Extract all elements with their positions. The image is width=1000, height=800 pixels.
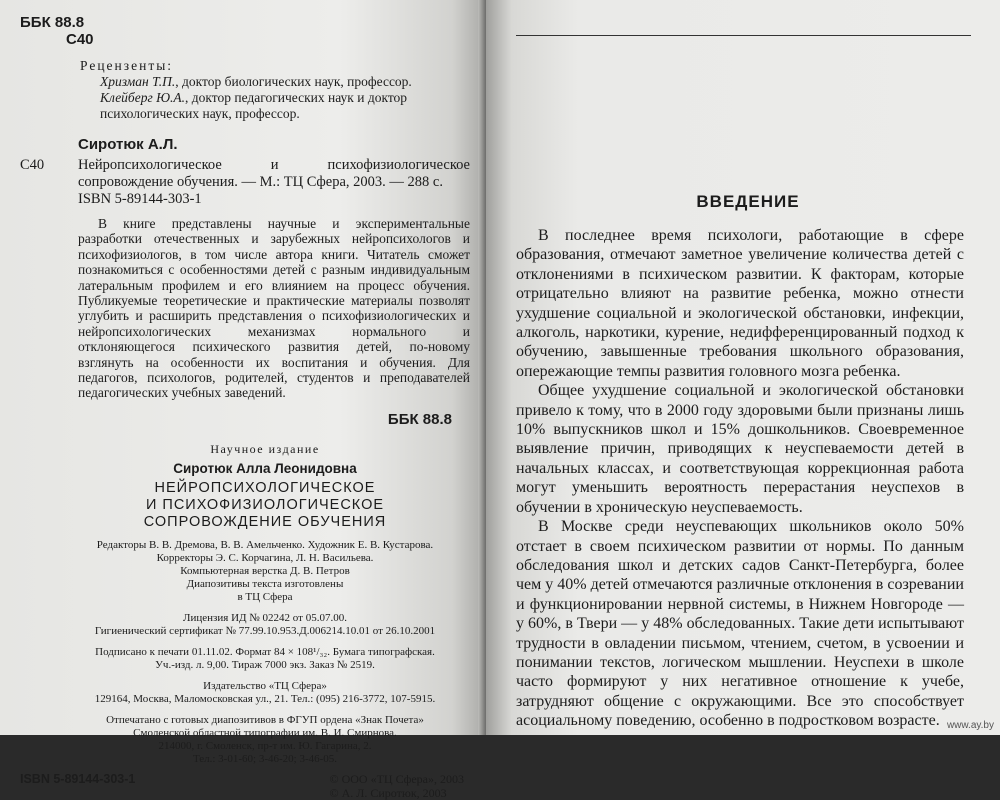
publisher-address: 129164, Москва, Маломосковская ул., 21. Тел.: (095) 216-3772, 107-5915.: [94, 692, 436, 705]
imprint-block: [20, 442, 470, 766]
bbk-code: ББК 88.8: [20, 14, 85, 31]
copyright-line: © ООО «ТЦ Сфера», 2003: [329, 771, 464, 786]
license-line: Лицензия ИД № 02242 от 05.07.00.: [183, 611, 347, 624]
paragraph: В Москве среди неуспевающих школьников около 50% отстает в своем психическом развитии от нормы. По данным обследования школ и детских садов Санкт-Петербурга, более чем у 40% детей отмечаются различные отклонения в созревании и функционировании нервной системы, в Нижнем Новгороде — у 60%, в Твери — у 48% обследованных. Такие дети испытывают трудности в овладении письмом, чтением, счетом, в усвоении и понимании текстов, логическом мышлении. Неуспехи в школе часто формируют у них негативное отношение к учебе, затрудняют общение с окружающими. Все это способствует асоциальному поведению, особенно в подростковом возрасте.: [516, 518, 964, 730]
author-name: Сиротюк А.Л.: [78, 136, 178, 153]
editors-line: Редакторы В. В. Дремова, В. В. Амельченко. Художник Е. В. Кустарова.: [96, 538, 434, 551]
reviewer-item: [80, 90, 470, 122]
printed-line: Отпечатано с готовых диапозитивов в ФГУП ордена «Знак Почета»: [106, 713, 424, 726]
bbk-code-right: ББК 88.8: [387, 410, 452, 428]
copyright-line: © А. Л. Сиротюк, 2003: [329, 785, 447, 800]
paragraph: В последнее время психологи, работающие в сфере образования, отмечают заметное увеличение количества детей с отклонениями в психическом развитии. К факторам, которые отрицательно влияют на развитие ребенка, можно отнести ухудшение социальной и экологической обстановки, инфекции, алкоголь, наркотики, курение, недифференцированный подход к обучению, завышенные требования школьного образования, опережающие темпы развития головного мозга ребенка.: [516, 227, 964, 380]
hygiene-line: Гигиенический сертификат № 77.99.10.953.Д.006214.10.01 от 26.10.2001: [94, 624, 436, 637]
author-sign: С40: [66, 31, 94, 48]
printed-line: 214000, г. Смоленск, пр-т им. Ю. Гагарина, 2.: [158, 739, 372, 752]
reviewers-heading: Рецензенты:: [80, 58, 174, 73]
book-title-line: СОПРОВОЖДЕНИЕ ОБУЧЕНИЯ: [143, 513, 387, 530]
chapter-heading: ВВЕДЕНИЕ: [696, 192, 800, 211]
bib-isbn: ISBN 5-89144-303-1: [78, 191, 202, 207]
correctors-line: Корректоры Э. С. Корчагина, Л. Н. Васильева.: [156, 551, 374, 564]
sheets-line: Уч.-изд. л. 9,00. Тираж 7000 экз. Заказ № 2519.: [155, 658, 375, 671]
copyright-footer: [20, 772, 470, 800]
right-page-introduction: [486, 0, 1000, 735]
bibliographic-record: [20, 157, 470, 208]
header-rule: [516, 35, 971, 36]
isbn-bottom: ISBN 5-89144-303-1: [20, 771, 136, 786]
annotation: В книге представлены научные и экспериментальные разработки отечественных и зарубежных нейропсихологов и психофизиологов, в том числе автора книги. Читатель сможет познакомиться с особенностями детей с разным индивидуальным латеральным профилем и его влиянием на процесс обучения. Публикуемые теоретические и практические материалы позволят углубить и расширить представления о психофизиологических и нейропсихологических механизмах нормального и отклоняющегося психического развития детей, по-новому взглянуть на особенности их воспитания и обучения. Для педагогов, психологов, родителей, студентов и преподавателей педагогических учебных заведений.: [78, 216, 470, 401]
printed-line: Тел.: 3-01-60; 3-46-20; 3-46-05.: [192, 752, 338, 765]
publisher-line: Издательство «ТЦ Сфера»: [203, 679, 327, 692]
paragraph: Общее ухудшение социальной и экологической обстановки привело к тому, что в 2000 году здоровыми были признаны лишь 10% выпускников школ и 15% дошкольников. Своевременное выявление причин, приводящих к неуспеваемости детей в начальных классах, и соответствующая коррекционная работа могут уменьшить вероятность перерастания неуспехов в обучении в хроническую неуспеваемость.: [516, 382, 964, 516]
book-title: [60, 480, 470, 531]
reviewer-item: [80, 74, 470, 90]
slides-line: Диапозитивы текста изготовлены: [186, 577, 344, 590]
author-full-name: Сиротюк Алла Леонидовна: [173, 460, 357, 476]
book-title-line: И ПСИХОФИЗИОЛОГИЧЕСКОЕ: [145, 496, 385, 513]
chapter-text: [516, 226, 970, 731]
signed-line: Подписано к печати 01.11.02. Формат 84 × 108¹/₃₂. Бумага типографская.: [95, 645, 435, 658]
reviewers-block: [20, 58, 470, 122]
watermark: www.ay.by: [946, 720, 994, 731]
layout-line: Компьютерная верстка Д. В. Петров: [180, 564, 350, 577]
book-title-line: НЕЙРОПСИХОЛОГИЧЕСКОЕ: [154, 479, 376, 496]
reviewer-title: , доктор педагогических наук и доктор психологических наук, профессор.: [100, 90, 408, 121]
reviewer-title: , доктор биологических наук, профессор.: [175, 74, 412, 89]
left-page-copyright: [0, 0, 486, 800]
reviewer-name: Хризман Т.П.: [100, 74, 176, 89]
printed-line: Смоленской областной типографии им. В. И. Смирнова.: [133, 726, 397, 739]
bib-line: Нейропсихологическое и психофизиологическое сопровождение обучения. — М.: ТЦ Сфера, 2003. — 288 с.: [78, 157, 470, 190]
reviewer-name: Клейберг Ю.А.: [100, 90, 186, 105]
slides-line: в ТЦ Сфера: [237, 590, 293, 603]
edition-type: Научное издание: [210, 441, 320, 456]
bib-code: С40: [20, 157, 45, 173]
copyrights: [329, 772, 470, 800]
